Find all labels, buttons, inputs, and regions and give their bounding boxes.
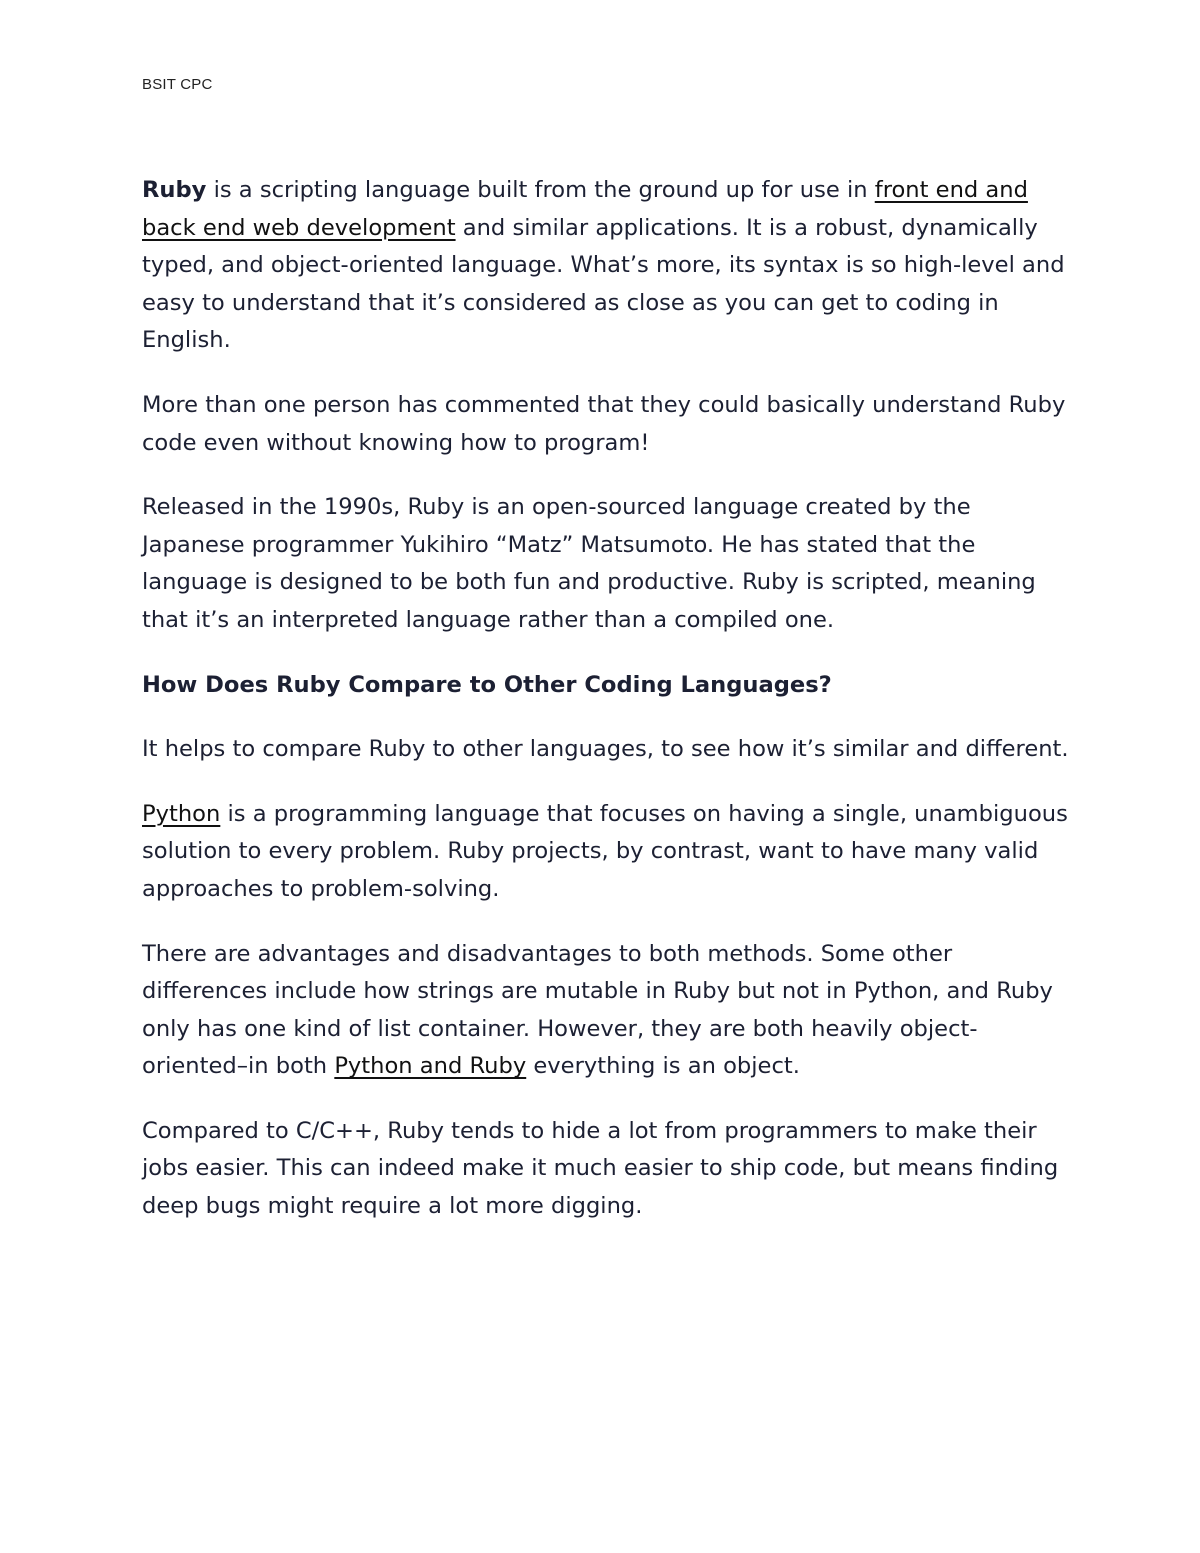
paragraph-differences-text-2: everything is an object. (526, 1053, 800, 1080)
paragraph-history: Released in the 1990s, Ruby is an open-sourced language created by the Japanese programmer Yukihiro “Matz” Matsumoto. He has stated that the language is designed to be both fun and productive. Ruby is scripted, meaning that it’s an interpreted language rather than a compiled one. (142, 494, 1036, 633)
term-ruby: Ruby (142, 177, 207, 203)
link-web-development[interactable]: front end and back end web development (142, 177, 1028, 241)
page-header: BSIT CPC (142, 76, 213, 93)
link-python[interactable]: Python (142, 800, 221, 827)
paragraph-python-text: is a programming language that focuses on having a single, unambiguous solution to every problem. Ruby projects, by contrast, want to have many valid approaches to problem-solving. (142, 800, 1068, 902)
paragraph-differences (142, 936, 1072, 1086)
paragraph-compare-intro: It helps to compare Ruby to other languages, to see how it’s similar and different. (142, 736, 1069, 763)
link-python-and-ruby[interactable]: Python and Ruby (334, 1053, 527, 1080)
paragraph-intro-text-1: is a scripting language built from the ground up for use in (206, 177, 875, 203)
section-heading: How Does Ruby Compare to Other Coding Languages? (142, 671, 832, 698)
paragraph-readability: More than one person has commented that they could basically understand Ruby code even without knowing how to program! (142, 391, 1066, 456)
paragraph-python (142, 796, 1072, 909)
paragraph-differences-text-1: There are advantages and disadvantages to both methods. Some other differences include how strings are mutable in Ruby but not in Python, and Ruby only has one kind of list container. However, they are both heavily object-oriented–in both (142, 940, 1053, 1080)
paragraph-intro-text-2: and similar applications. It is a robust, dynamically typed, and object-oriented language. What’s more, its syntax is so high-level and easy to understand that it’s considered as close as you can get to coding in English. (142, 214, 1065, 354)
paragraph-c-cpp: Compared to C/C++, Ruby tends to hide a lot from programmers to make their jobs easier. This can indeed make it much easier to ship code, but means finding deep bugs might require a lot more digging. (142, 1117, 1059, 1220)
paragraph-intro (142, 172, 1072, 360)
document-body (142, 172, 1072, 1253)
